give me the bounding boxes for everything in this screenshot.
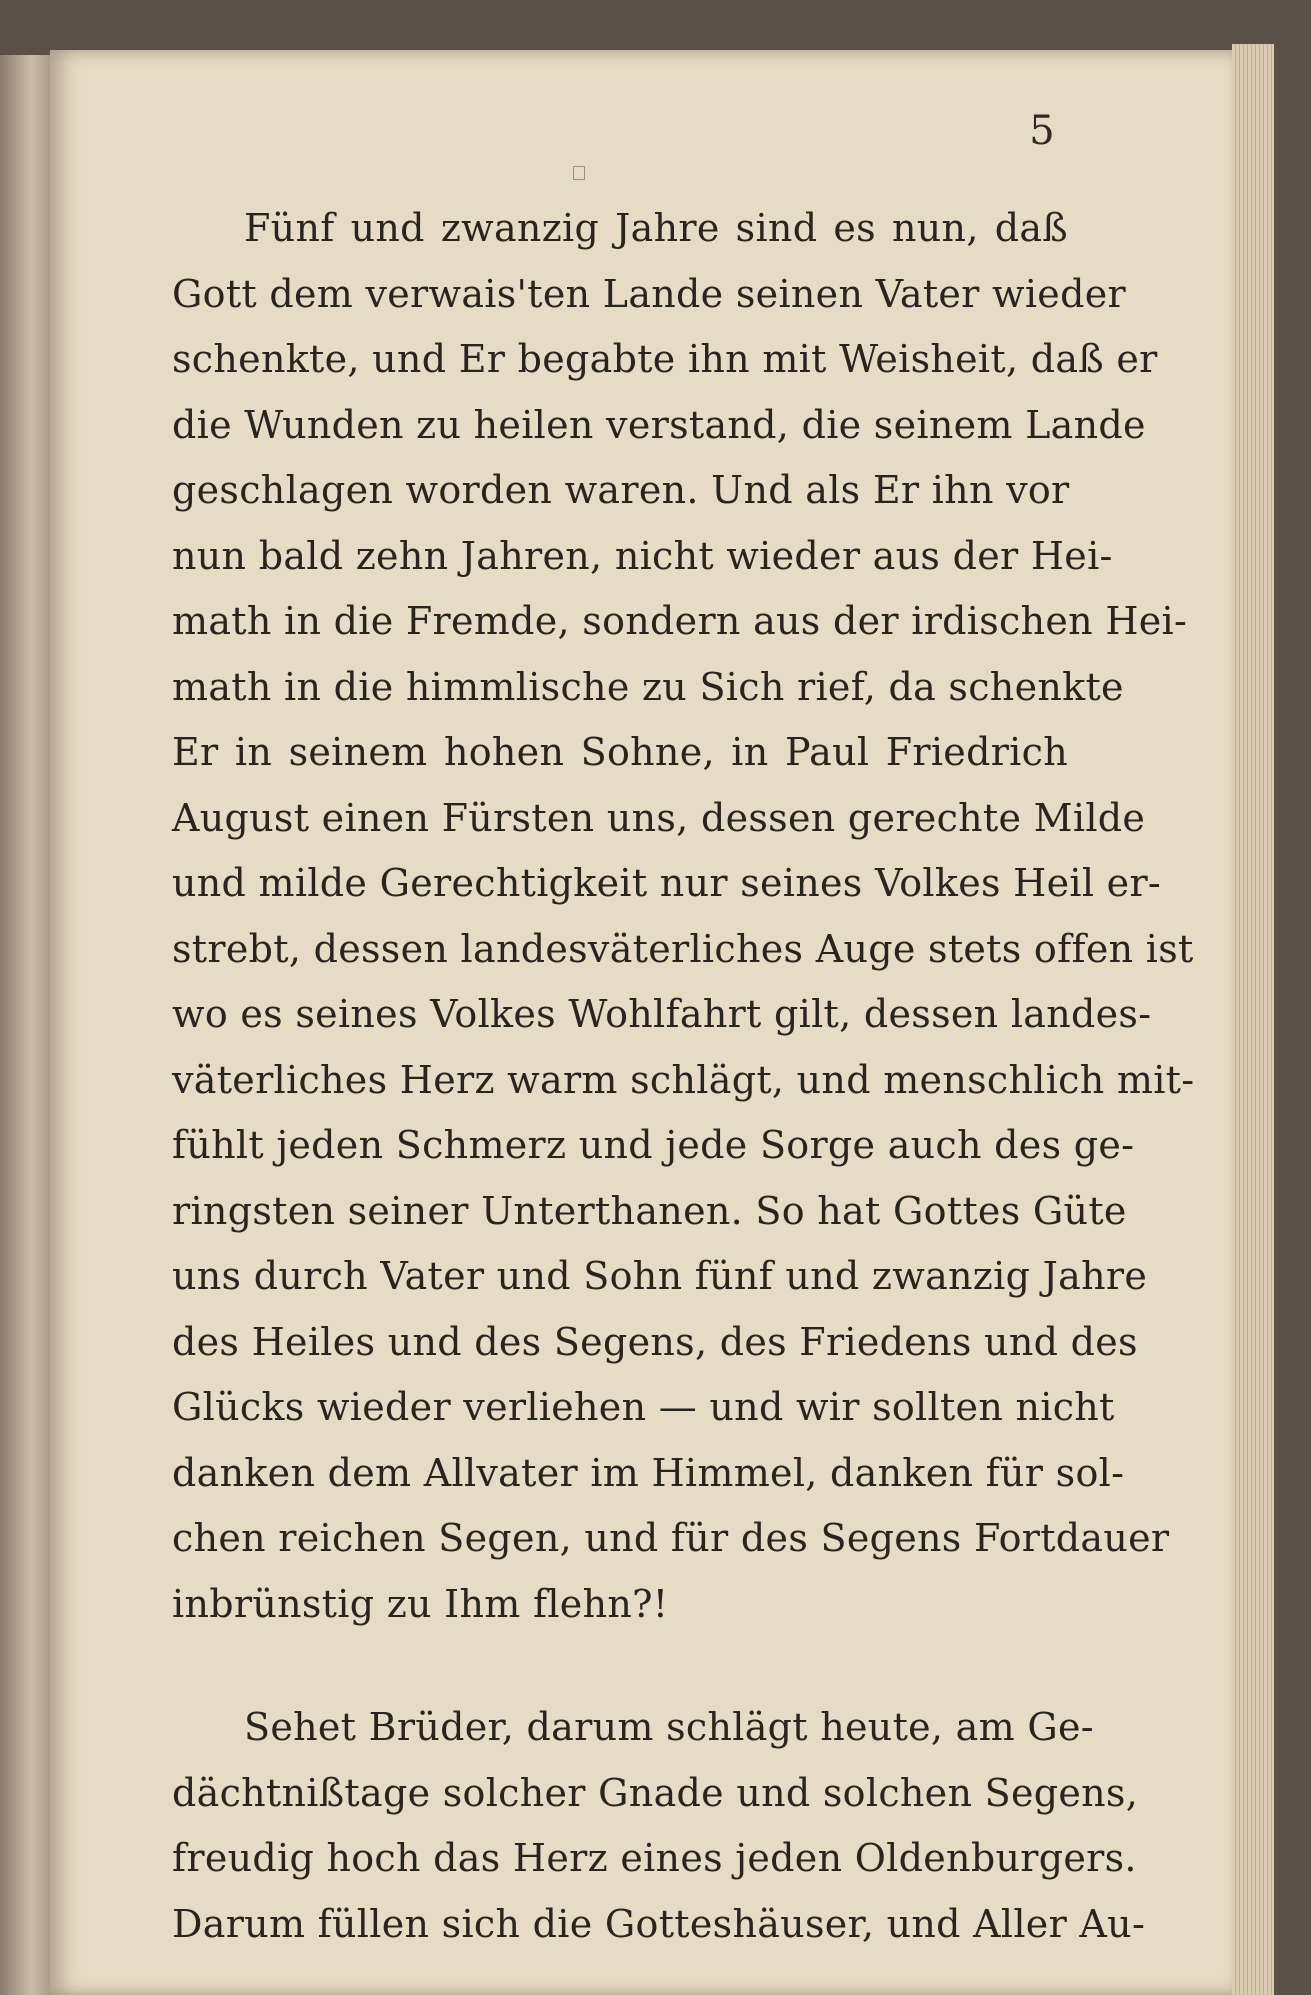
body-text: [172, 196, 1195, 1957]
text-line: die Wunden zu heilen verstand, die seinem Lande: [172, 402, 1146, 447]
printer-mark-icon: [573, 166, 585, 180]
text-line: Glücks wieder verliehen — und wir sollten nicht: [172, 1385, 1115, 1429]
text-line: math in die Fremde, sondern aus der irdischen Hei-: [172, 599, 1188, 643]
text-line: schenkte, und Er begabte ihn mit Weisheit, daß er: [172, 337, 1158, 381]
text-line: inbrünstig zu Ihm flehn?!: [172, 1581, 669, 1626]
text-line: freudig hoch das Herz eines jeden Oldenburgers.: [172, 1836, 1137, 1880]
text-line: und milde Gerechtigkeit nur seines Volkes Heil er-: [172, 861, 1162, 905]
text-line: geschlagen worden waren. Und als Er ihn vor: [172, 468, 1070, 512]
paragraph-2: [172, 1695, 1146, 1957]
text-line: danken dem Allvater im Himmel, danken für sol-: [172, 1450, 1125, 1495]
text-line: wo es seines Volkes Wohlfahrt gilt, dessen landes-: [172, 992, 1152, 1036]
left-page-edge: [0, 55, 52, 1995]
page-stack-edge: [1232, 44, 1274, 1995]
text-line: väterliches Herz warm schlägt, und menschlich mit-: [172, 1057, 1195, 1102]
text-line: Darum füllen sich die Gotteshäuser, und Aller Au-: [172, 1901, 1146, 1946]
paragraph-1: [172, 196, 1195, 1637]
text-line: uns durch Vater und Sohn fünf und zwanzig Jahre: [172, 1254, 1148, 1298]
text-line: August einen Fürsten uns, dessen gerechte Milde: [172, 795, 1146, 840]
text-line: Er in seinem hohen Sohne, in Paul Friedrich: [172, 730, 1068, 774]
text-line: ringsten seiner Unterthanen. So hat Gottes Güte: [172, 1188, 1127, 1233]
text-line: Sehet Brüder, darum schlägt heute, am Ge-: [244, 1705, 1094, 1749]
text-line: Fünf und zwanzig Jahre sind es nun, daß: [244, 206, 1068, 250]
text-line: Gott dem verwais'ten Lande seinen Vater wieder: [172, 271, 1126, 316]
text-line: strebt, dessen landesväterliches Auge stets offen ist: [172, 926, 1194, 971]
text-line: des Heiles und des Segens, des Friedens und des: [172, 1319, 1138, 1364]
paragraph-gap: [172, 1637, 1068, 1695]
text-line: chen reichen Segen, und für des Segens Fortdauer: [172, 1516, 1170, 1560]
text-line: nun bald zehn Jahren, nicht wieder aus der Hei-: [172, 533, 1113, 578]
page-number: 5: [1029, 108, 1055, 154]
text-line: fühlt jeden Schmerz und jede Sorge auch des ge-: [172, 1123, 1135, 1167]
text-line: dächtnißtage solcher Gnade und solchen Segens,: [172, 1770, 1139, 1815]
text-line: math in die himmlische zu Sich rief, da schenkte: [172, 664, 1124, 709]
